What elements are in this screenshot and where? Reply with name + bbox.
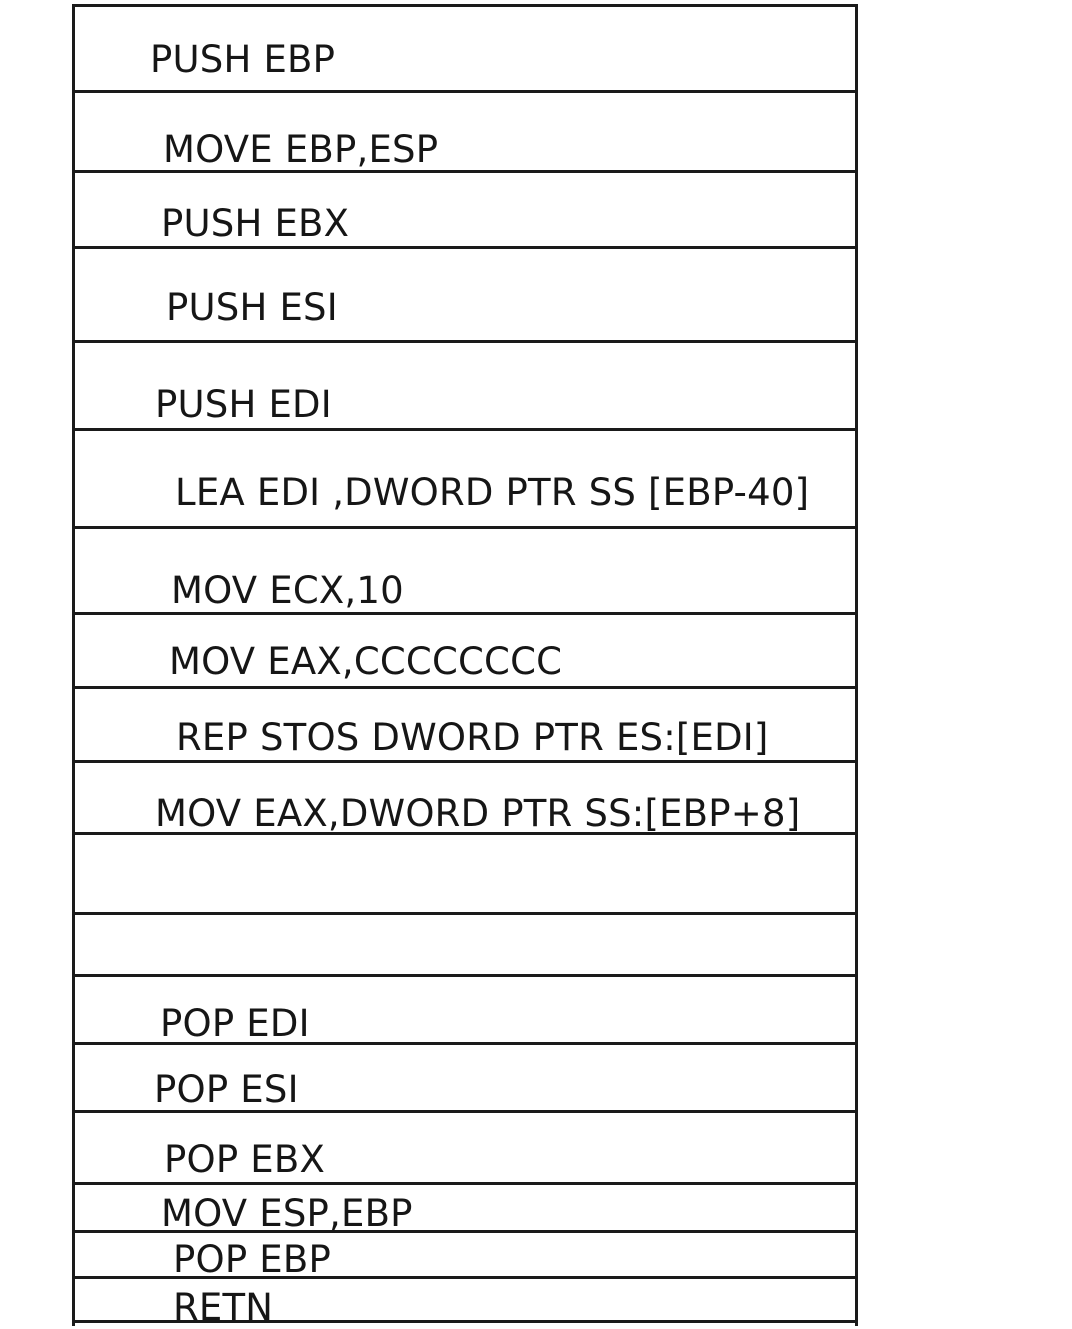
- instruction-cell: [75, 1279, 855, 1329]
- instruction-text: PUSH EDI: [155, 383, 332, 426]
- instruction-stack: [72, 4, 858, 1329]
- instruction-cell: [75, 977, 855, 1045]
- instruction-text: MOV EAX,CCCCCCCC: [169, 640, 563, 683]
- empty-cell: [75, 915, 855, 977]
- instruction-cell: [75, 529, 855, 615]
- instruction-cell: [75, 93, 855, 173]
- instruction-text: PUSH ESI: [166, 286, 338, 329]
- instruction-text: LEA EDI ,DWORD PTR SS [EBP-40]: [175, 471, 810, 514]
- instruction-text: MOV ECX,10: [171, 569, 404, 612]
- instruction-text: PUSH EBX: [161, 202, 350, 245]
- instruction-cell: [75, 1233, 855, 1279]
- instruction-text: POP EBP: [173, 1238, 331, 1281]
- instruction-text: MOV EAX,DWORD PTR SS:[EBP+8]: [155, 792, 801, 835]
- instruction-cell: [75, 1045, 855, 1113]
- instruction-text: REP STOS DWORD PTR ES:[EDI]: [176, 716, 769, 759]
- instruction-cell: [75, 173, 855, 249]
- instruction-text: POP EDI: [160, 1002, 310, 1045]
- instruction-text: MOVE EBP,ESP: [163, 128, 439, 171]
- instruction-text: MOV ESP,EBP: [161, 1192, 413, 1235]
- instruction-text: POP ESI: [154, 1068, 299, 1111]
- instruction-cell: [75, 249, 855, 343]
- instruction-cell: [75, 1185, 855, 1233]
- instruction-cell: [75, 689, 855, 763]
- empty-cell: [75, 835, 855, 915]
- instruction-cell: [75, 343, 855, 431]
- instruction-cell: [75, 1113, 855, 1185]
- instruction-text: PUSH EBP: [150, 38, 336, 81]
- instruction-text: RETN: [173, 1286, 274, 1329]
- instruction-cell: [75, 431, 855, 529]
- instruction-cell: [75, 7, 855, 93]
- instruction-cell: [75, 763, 855, 835]
- instruction-text: POP EBX: [164, 1138, 326, 1181]
- instruction-cell: [75, 615, 855, 689]
